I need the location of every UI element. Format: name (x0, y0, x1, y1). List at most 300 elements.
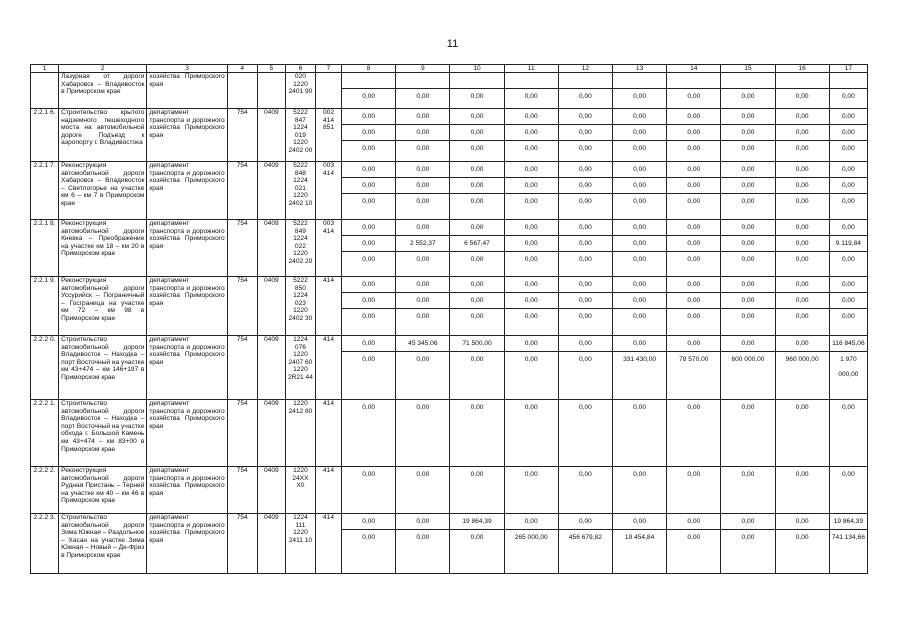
amount-value: 0,00 (841, 145, 855, 152)
amount-cell (721, 467, 775, 514)
cell-codes: 5222 847 1224 019 1220 2402 00 (285, 109, 315, 162)
cell-name: Реконструкция автомобильной дороги Кневка – Преображение на участке км 18 – км 20 в Приморском крае (59, 220, 147, 277)
cell-id: 2.2.2 3. (31, 514, 59, 574)
amount-cell (450, 514, 504, 574)
amount-cell (775, 162, 829, 220)
column-header: 9 (396, 65, 450, 73)
cell-c4: 754 (227, 514, 257, 574)
cell-codes: 1220 24XX X0 (285, 467, 315, 514)
column-header: 12 (558, 65, 612, 73)
amount-cell (667, 400, 721, 467)
amount-value: 0,00 (362, 198, 376, 205)
table-header-row (31, 65, 868, 73)
amount-cell (396, 400, 450, 467)
amount-cell (342, 514, 396, 574)
amount-value (667, 73, 720, 89)
column-header: 16 (775, 65, 829, 73)
amount-value: 0,00 (416, 313, 430, 320)
amount-cell (504, 514, 558, 574)
amount-cell (342, 73, 396, 109)
amount-value: 0,00 (830, 162, 867, 178)
cell-id: 2.2.2 0. (31, 336, 59, 400)
amount-value: 0,00 (721, 125, 774, 141)
amount-value: 0,00 (795, 256, 809, 263)
column-header: 4 (227, 65, 257, 73)
amount-cell (396, 73, 450, 109)
amount-value: 0,00 (362, 471, 376, 478)
amount-cell (667, 277, 721, 336)
amount-value: 0,00 (776, 293, 829, 309)
cell-id: 2.2.1 6. (31, 109, 59, 162)
cell-id: 2.2.2 1. (31, 400, 59, 467)
amount-cell (504, 73, 558, 109)
amount-value: 0,00 (795, 404, 809, 411)
cell-id (31, 73, 59, 109)
amount-value: 0,00 (559, 236, 612, 252)
amount-value: 0,00 (667, 125, 720, 141)
cell-org: департамент транспорта и дорожного хозяйства Приморского края (147, 277, 227, 336)
amount-cell (342, 109, 396, 162)
amount-cell (396, 220, 450, 277)
amount-value: 0,00 (613, 236, 666, 252)
cell-c4: 754 (227, 467, 257, 514)
amount-cell (612, 514, 666, 574)
cell-c5: 0409 (257, 467, 285, 514)
amount-value (559, 73, 612, 89)
cell-codes: 5222 849 1224 022 1220 2402 20 (285, 220, 315, 277)
amount-value: 0,00 (841, 404, 855, 411)
amount-value: 0,00 (721, 220, 774, 236)
amount-value: 0,00 (795, 471, 809, 478)
amount-cell (829, 73, 867, 109)
amount-value: 0,00 (776, 220, 829, 236)
amount-value: 0,00 (362, 404, 376, 411)
amount-cell (342, 277, 396, 336)
amount-value: 0,00 (342, 178, 395, 194)
amount-value: 0,00 (505, 178, 558, 194)
amount-value: 0,00 (613, 336, 666, 352)
amount-value: 0,00 (795, 534, 809, 541)
amount-value: 0,00 (505, 109, 558, 125)
amount-cell (396, 109, 450, 162)
amount-value: 19 864,39 (830, 514, 867, 530)
amount-cell (667, 162, 721, 220)
amount-cell (721, 73, 775, 109)
amount-cell (558, 277, 612, 336)
amount-value: 0,00 (613, 293, 666, 309)
amount-cell (667, 467, 721, 514)
amount-cell (450, 220, 504, 277)
amount-value: 0,00 (687, 471, 701, 478)
table-row (31, 162, 868, 220)
amount-value: 0,00 (613, 514, 666, 530)
cell-name: Строительство автомобильной дороги Владивосток – Находка – порт Восточный на участке обхода г. Большой Камень км 43+474 – км 83+00 в Приморском крае (59, 400, 147, 467)
cell-id: 2.2.2 2. (31, 467, 59, 514)
amount-value: 78 570,00 (679, 356, 709, 363)
amount-value: 0,00 (830, 178, 867, 194)
cell-name: Строительство автомобильной дороги Владивосток – Находка – порт Восточный на участке км 43+474 – км 146+197 в Приморском крае (59, 336, 147, 400)
column-header: 17 (829, 65, 867, 73)
amount-value: 0,00 (741, 534, 755, 541)
amount-value: 331 430,00 (623, 356, 657, 363)
amount-value: 0,00 (687, 534, 701, 541)
amount-cell (721, 400, 775, 467)
amount-value: 0,00 (613, 109, 666, 125)
amount-value: 0,00 (505, 125, 558, 141)
amount-value: 0,00 (342, 162, 395, 178)
column-header: 15 (721, 65, 775, 73)
amount-value: 71 500,00 (450, 336, 503, 352)
amount-value: 0,00 (559, 514, 612, 530)
amount-value: 0,00 (470, 145, 484, 152)
amount-value: 0,00 (342, 514, 395, 530)
cell-codes: 1224 076 1220 2407 60 1220 2R21 44 (285, 336, 315, 400)
amount-cell (775, 514, 829, 574)
amount-value: 0,00 (795, 313, 809, 320)
amount-cell (721, 220, 775, 277)
amount-value: 0,00 (633, 198, 646, 205)
column-header: 2 (59, 65, 147, 73)
amount-cell (721, 514, 775, 574)
amount-cell (450, 277, 504, 336)
amount-value: 0,00 (559, 178, 612, 194)
amount-cell (667, 336, 721, 400)
table-row (31, 400, 868, 467)
amount-value: 0,00 (776, 178, 829, 194)
cell-c7: 414 (315, 400, 341, 467)
amount-cell (829, 277, 867, 336)
cell-org: департамент транспорта и дорожного хозяйства Приморского края (147, 514, 227, 574)
amount-cell (775, 467, 829, 514)
cell-c5: 0409 (257, 277, 285, 336)
amount-value (505, 73, 558, 89)
amount-cell (829, 514, 867, 574)
amount-value (830, 73, 867, 89)
amount-value: 0,00 (721, 162, 774, 178)
amount-cell (721, 277, 775, 336)
amount-value: 0,00 (721, 336, 774, 352)
amount-value: 960 000,00 (785, 356, 819, 363)
cell-org: департамент транспорта и дорожного хозяйства Приморского края (147, 336, 227, 400)
amount-value: 0,00 (578, 93, 592, 100)
amount-value: 0,00 (524, 93, 538, 100)
amount-value: 6 567,47 (450, 236, 503, 252)
amount-value: 0,00 (830, 125, 867, 141)
amount-value: 0,00 (667, 277, 720, 293)
amount-cell (504, 467, 558, 514)
column-header: 7 (315, 65, 341, 73)
amount-value: 0,00 (505, 514, 558, 530)
column-header: 14 (667, 65, 721, 73)
amount-value: 0,00 (667, 162, 720, 178)
amount-value: 0,00 (524, 313, 538, 320)
amount-cell (558, 336, 612, 400)
amount-value: 0,00 (633, 313, 646, 320)
amount-value: 0,00 (721, 293, 774, 309)
amount-value: 0,00 (524, 145, 538, 152)
amount-value: 0,00 (396, 125, 449, 141)
amount-value: 0,00 (559, 277, 612, 293)
amount-cell (612, 467, 666, 514)
amount-value: 0,00 (470, 534, 484, 541)
amount-cell (504, 400, 558, 467)
amount-cell (667, 220, 721, 277)
amount-value: 0,00 (470, 404, 484, 411)
amount-value: 0,00 (667, 293, 720, 309)
table-row (31, 73, 868, 109)
amount-value: 0,00 (841, 93, 855, 100)
amount-value (396, 73, 449, 89)
amount-value (721, 73, 774, 89)
amount-cell (342, 336, 396, 400)
amount-value: 0,00 (667, 514, 720, 530)
amount-cell (450, 467, 504, 514)
amount-cell (504, 220, 558, 277)
table-row (31, 336, 868, 400)
amount-value: 0,00 (416, 404, 430, 411)
amount-value: 0,00 (721, 236, 774, 252)
amount-value: 0,00 (470, 198, 484, 205)
cell-codes: 5222 850 1224 023 1220 2402 30 (285, 277, 315, 336)
cell-c5: 0409 (257, 336, 285, 400)
table-row (31, 467, 868, 514)
cell-c5 (257, 73, 285, 109)
amount-value: 0,00 (613, 125, 666, 141)
amount-cell (829, 162, 867, 220)
amount-value: 0,00 (830, 220, 867, 236)
cell-c7: 414 (315, 467, 341, 514)
cell-c5: 0409 (257, 162, 285, 220)
amount-value: 0,00 (470, 93, 484, 100)
amount-value: 0,00 (613, 178, 666, 194)
amount-value: 0,00 (687, 313, 701, 320)
cell-c7: 414 (315, 336, 341, 400)
amount-value: 0,00 (721, 277, 774, 293)
amount-cell (396, 277, 450, 336)
amount-value: 0,00 (450, 109, 503, 125)
amount-value: 0,00 (559, 125, 612, 141)
amount-value: 0,00 (342, 109, 395, 125)
amount-cell (721, 109, 775, 162)
amount-value: 0,00 (687, 256, 701, 263)
amount-value: 0,00 (830, 109, 867, 125)
cell-name: Строительство крытого надземного пешеходного моста на автомобильной дороге Подъезд к аэропорту г. Владивостока (59, 109, 147, 162)
amount-value: 19 454,84 (624, 534, 655, 541)
amount-value: 0,00 (613, 277, 666, 293)
amount-value: 45 345,06 (396, 336, 449, 352)
amount-value: 0,00 (342, 220, 395, 236)
column-header: 8 (342, 65, 396, 73)
amount-value: 0,00 (578, 356, 592, 363)
amount-value: 0,00 (741, 198, 755, 205)
amount-cell (829, 467, 867, 514)
amount-value: 0,00 (416, 471, 430, 478)
amount-cell (612, 109, 666, 162)
cell-codes: 020 1220 2401 90 (285, 73, 315, 109)
amount-cell (450, 162, 504, 220)
amount-value: 0,00 (841, 313, 855, 320)
amount-value: 0,00 (559, 293, 612, 309)
amount-value: 0,00 (741, 471, 755, 478)
cell-org: департамент транспорта и дорожного хозяйства Приморского края (147, 220, 227, 277)
cell-c4 (227, 73, 257, 109)
cell-name: Лазурная от дороги Хабаровск – Владивосток в Приморском крае (59, 73, 147, 109)
amount-cell (612, 162, 666, 220)
table-row (31, 277, 868, 336)
amount-value: 0,00 (667, 336, 720, 352)
amount-cell (558, 162, 612, 220)
amount-cell (612, 400, 666, 467)
amount-value: 0,00 (633, 256, 646, 263)
amount-cell (558, 73, 612, 109)
amount-value: 0,00 (362, 313, 376, 320)
amount-value: 0,00 (450, 178, 503, 194)
amount-cell (396, 514, 450, 574)
amount-cell (504, 336, 558, 400)
amount-value: 0,00 (741, 404, 755, 411)
amount-value: 0,00 (470, 313, 484, 320)
amount-value: 0,00 (470, 471, 484, 478)
amount-value: 0,00 (559, 220, 612, 236)
amount-cell (667, 514, 721, 574)
amount-value: 0,00 (524, 404, 538, 411)
cell-c7: 003 414 (315, 162, 341, 220)
cell-c7 (315, 73, 341, 109)
amount-value: 0,00 (416, 256, 430, 263)
amount-cell (558, 109, 612, 162)
cell-c5: 0409 (257, 220, 285, 277)
amount-value: 0,00 (795, 198, 809, 205)
amount-value: 0,00 (687, 145, 701, 152)
column-header: 3 (147, 65, 227, 73)
amount-value: 0,00 (741, 93, 755, 100)
amount-value: 0,00 (687, 404, 701, 411)
cell-org: департамент транспорта и дорожного хозяйства Приморского края (147, 162, 227, 220)
amount-value: 0,00 (396, 514, 449, 530)
cell-c7: 002 414 851 (315, 109, 341, 162)
amount-value: 0,00 (830, 277, 867, 293)
amount-value: 0,00 (450, 220, 503, 236)
cell-c4: 754 (227, 277, 257, 336)
amount-value: 0,00 (741, 145, 755, 152)
amount-cell (396, 162, 450, 220)
cell-c7: 414 (315, 514, 341, 574)
amount-value: 0,00 (633, 145, 646, 152)
cell-c4: 754 (227, 109, 257, 162)
cell-c4: 754 (227, 400, 257, 467)
amount-cell (612, 336, 666, 400)
amount-cell (612, 73, 666, 109)
amount-cell (612, 220, 666, 277)
cell-name: Строительство автомобильной дороги Зима Южная – Раздольное – Хасан на участке Зима Южная – Новый – Де-Фриз в Приморском крае (59, 514, 147, 574)
cell-c7: 414 (315, 277, 341, 336)
column-header: 5 (257, 65, 285, 73)
amount-cell (667, 73, 721, 109)
amount-value: 0,00 (524, 471, 538, 478)
amount-cell (775, 109, 829, 162)
amount-value: 0,00 (795, 145, 809, 152)
amount-value: 0,00 (524, 198, 538, 205)
amount-value: 0,00 (396, 162, 449, 178)
amount-cell (721, 162, 775, 220)
column-header: 11 (504, 65, 558, 73)
amount-cell (775, 400, 829, 467)
amount-value: 0,00 (396, 109, 449, 125)
amount-value: 0,00 (687, 198, 701, 205)
amount-value: 0,00 (450, 162, 503, 178)
amount-cell (504, 162, 558, 220)
amount-value: 0,00 (741, 256, 755, 263)
amount-value (342, 73, 395, 89)
amount-value: 0,00 (633, 471, 646, 478)
amount-value: 0,00 (396, 220, 449, 236)
amount-value: 0,00 (416, 534, 430, 541)
amount-value: 0,00 (776, 236, 829, 252)
cell-name: Реконструкция автомобильной дороги Рудная Пристань – Терней на участке км 40 – км 46 в Приморском крае (59, 467, 147, 514)
amount-value: 0,00 (362, 256, 376, 263)
page-number: 11 (446, 38, 459, 50)
amount-value: 0,00 (505, 336, 558, 352)
amount-value: 0,00 (633, 404, 646, 411)
amount-value: 0,00 (578, 313, 592, 320)
amount-value: 0,00 (578, 256, 592, 263)
amount-value: 0,00 (416, 93, 430, 100)
table-row (31, 514, 868, 574)
amount-value: 0,00 (721, 178, 774, 194)
amount-value: 0,00 (741, 313, 755, 320)
amount-value: 0,00 (362, 534, 376, 541)
amount-cell (396, 336, 450, 400)
amount-cell (558, 467, 612, 514)
amount-cell (450, 109, 504, 162)
amount-value: 2 552,37 (396, 236, 449, 252)
amount-value: 0,00 (776, 162, 829, 178)
cell-c7: 003 414 (315, 220, 341, 277)
amount-cell (450, 73, 504, 109)
amount-value: 0,00 (362, 93, 376, 100)
amount-value: 0,00 (505, 293, 558, 309)
column-header: 6 (285, 65, 315, 73)
amount-value: 0,00 (841, 256, 855, 263)
amount-value: 0,00 (776, 336, 829, 352)
cell-id: 2.2.1 7. (31, 162, 59, 220)
amount-cell (721, 336, 775, 400)
amount-cell (829, 336, 867, 400)
cell-codes: 1220 2412 80 (285, 400, 315, 467)
amount-cell (775, 336, 829, 400)
amount-cell (504, 277, 558, 336)
amount-value: 0,00 (633, 93, 646, 100)
amount-value: 0,00 (396, 293, 449, 309)
column-header: 13 (612, 65, 666, 73)
amount-value: 0,00 (470, 256, 484, 263)
amount-value: 0,00 (795, 93, 809, 100)
amount-cell (342, 467, 396, 514)
cell-name: Реконструкция автомобильной дороги Уссурийск – Пограничный – Госграница на участке км 72 – км 98 в Приморском крае (59, 277, 147, 336)
amount-value: 0,00 (505, 236, 558, 252)
cell-c5: 0409 (257, 109, 285, 162)
amount-value: 0,00 (776, 514, 829, 530)
amount-value: 0,00 (342, 293, 395, 309)
amount-value: 0,00 (342, 236, 395, 252)
amount-cell (558, 514, 612, 574)
amount-cell (829, 220, 867, 277)
amount-value: 0,00 (559, 109, 612, 125)
amount-cell (775, 220, 829, 277)
cell-org: департамент транспорта и дорожного хозяйства Приморского края (147, 400, 227, 467)
amount-value (613, 73, 666, 89)
amount-value: 0,00 (578, 471, 592, 478)
